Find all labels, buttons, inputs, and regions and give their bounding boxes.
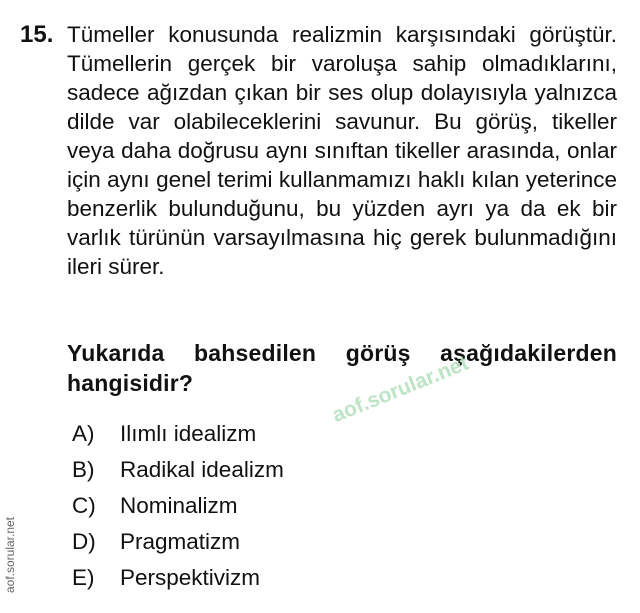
option-d[interactable] <box>72 524 284 560</box>
question-text: Tümeller konusunda realizmin karşısındaki görüştür. Tümellerin gerçek bir varoluşa sahip olmadıklarını, sadece ağızdan çıkan bir ses olup dolayısıyla yalnızca dilde var olabileceklerini savunur. Bu görüş, tikeller veya daha doğrusu aynı sınıftan tikeller arasında, onlar için aynı genel terimi kullanmamızı haklı kılan yeterince benzerlik bulunduğunu, bu yüzden ayrı ya da ek bir varlık türünün varsayılmasına hiç gerek bulunmadığını ileri sürer. <box>67 22 617 279</box>
answer-options <box>72 416 284 596</box>
option-letter: B) <box>72 457 95 482</box>
option-a[interactable] <box>72 416 284 452</box>
diagonal-watermark: aof.sorular.net <box>329 351 472 428</box>
option-text: Nominalizm <box>120 493 238 518</box>
question-number: 15. <box>20 21 54 48</box>
option-text: Perspektivizm <box>120 565 261 590</box>
option-letter: E) <box>72 565 95 590</box>
option-c[interactable] <box>72 488 284 524</box>
option-text: Radikal idealizm <box>120 457 284 482</box>
option-e[interactable] <box>72 560 284 596</box>
side-watermark: aof.sorular.net <box>3 516 17 594</box>
option-text: Ilımlı idealizm <box>120 421 257 446</box>
option-letter: A) <box>72 421 95 446</box>
option-letter: C) <box>72 493 96 518</box>
option-b[interactable] <box>72 452 284 488</box>
option-letter: D) <box>72 529 96 554</box>
option-text: Pragmatizm <box>120 529 241 554</box>
question-prompt: Yukarıda bahsedilen görüş aşağıdakilerden hangisidir? <box>67 340 617 396</box>
